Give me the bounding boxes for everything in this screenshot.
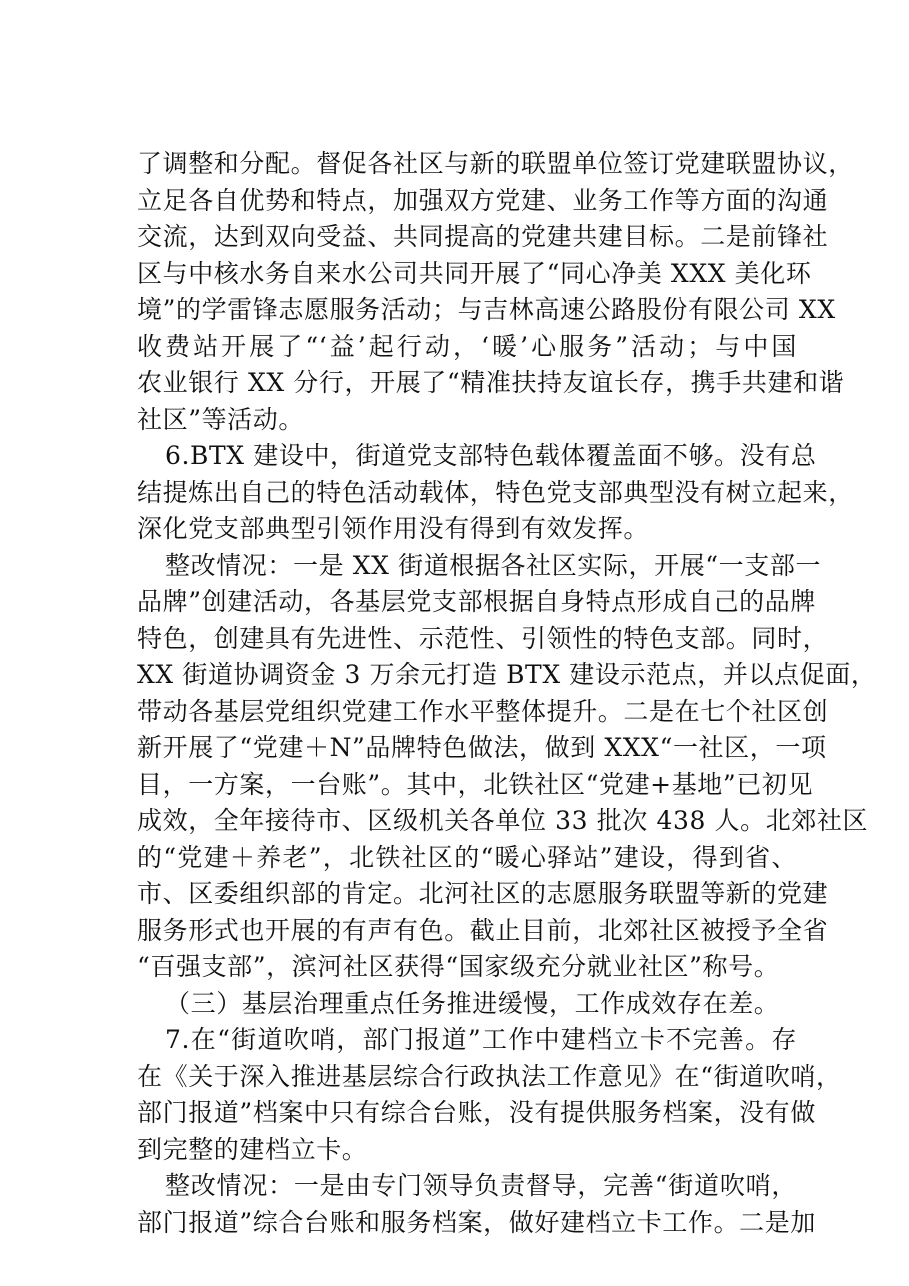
text-line: 部门报道”档案中只有综合台账，没有提供服务档案，没有做 [137,1098,816,1127]
text-line: 服务形式也开展的有声有色。截止目前，北郊社区被授予全省 [137,915,829,945]
text-line: 部门报道”综合台账和服务档案，做好建档立卡工作。二是加 [137,1207,816,1237]
text-line: 社区”等活动。 [137,404,304,434]
text-line: 了调整和分配。督促各社区与新的联盟单位签订党建联盟协议， [137,149,854,178]
text-line: XX 街道协调资金 3 万余元打造 BTX 建设示范点，并以点促面， [137,660,877,689]
text-line: 到完整的建档立卡。 [137,1134,368,1164]
text-line: 品牌”创建活动，各基层党支部根据自身特点形成自己的品牌 [137,587,816,616]
text-line: 目，一方案，一台账”。其中，北铁社区“党建+基地”已初见 [137,769,814,799]
text-line: 特色，创建具有先进性、示范性、引领性的特色支部。同时， [137,623,829,653]
text-line: 成效，全年接待市、区级机关各单位 33 批次 438 人。北郊社区 [137,806,869,835]
text-line: 6.BTX 建设中，街道党支部特色载体覆盖面不够。没有总 [165,441,817,470]
text-line: 深化党支部典型引领作用没有得到有效发挥。 [137,514,650,543]
text-line: 区与中核水务自来水公司共同开展了“同心净美 XXX 美化环 [137,258,812,288]
text-line: 农业银行 XX 分行，开展了“精准扶持友谊长存，携手共建和谐 [137,368,845,397]
text-line: 新开展了“党建＋N”品牌特色做法，做到 XXX“一社区，一项 [137,733,827,762]
text-line: 交流，达到双向受益、共同提高的党建共建目标。二是前锋社 [137,222,829,251]
text-line: 的“党建＋养老”，北铁社区的“暖心驿站”建设，得到省、 [137,842,797,872]
text-line: 整改情况：一是 XX 街道根据各社区实际，开展“一支部一 [165,550,822,580]
text-line: 7.在“街道吹哨，部门报道”工作中建档立卡不完善。存 [165,1025,797,1054]
text-line: 带动各基层党组织党建工作水平整体提升。二是在七个社区创 [137,696,829,726]
text-line: 整改情况：一是由专门领导负责督导，完善“街道吹哨， [165,1171,797,1200]
document-body [137,146,877,1241]
text-line: “百强支部”，滨河社区获得“国家级充分就业社区”称号。 [137,952,780,981]
text-line: 结提炼出自己的特色活动载体，特色党支部典型没有树立起来， [137,477,854,507]
text-line: 立足各自优势和特点，加强双方党建、业务工作等方面的沟通 [137,185,829,215]
text-line: 在《关于深入推进基层综合行政执法工作意见》在“街道吹哨， [137,1061,842,1091]
text-line: 市、区委组织部的肯定。北河社区的志愿服务联盟等新的党建 [137,879,829,908]
text-line: 境”的学雷锋志愿服务活动；与吉林高速公路股份有限公司 XX [137,295,836,324]
text-line: （三）基层治理重点任务推进缓慢，工作成效存在差。 [165,988,780,1018]
text-line: 收费站开展了“‘益’起行动，‘暖’心服务”活动；与中国 [137,331,797,361]
